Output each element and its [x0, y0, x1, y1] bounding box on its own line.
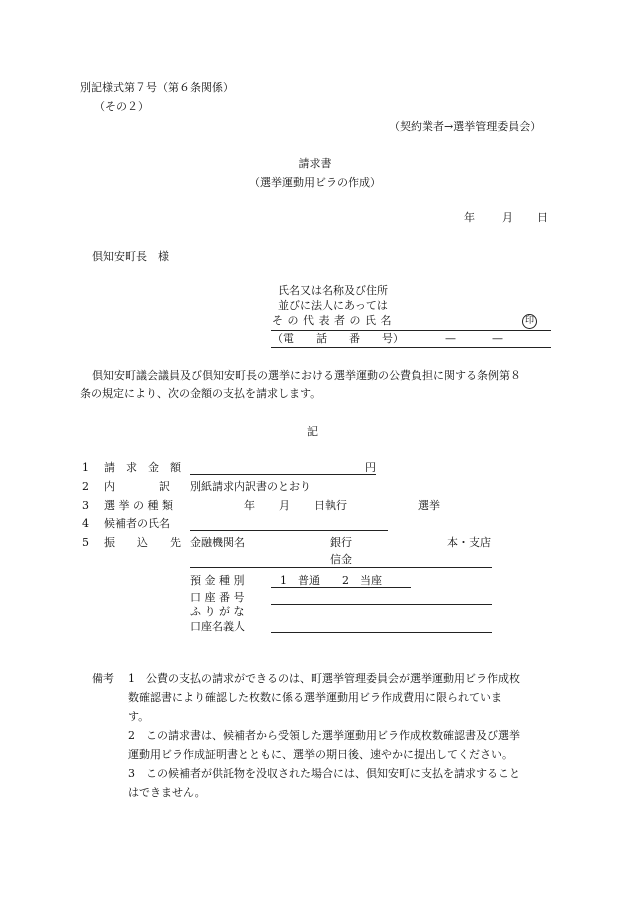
seal-mark: 印 — [522, 314, 537, 329]
item4-number: 4 — [82, 517, 89, 530]
candidate-name-line — [190, 530, 388, 531]
claimant-label-line1: 氏名又は名称及び住所 — [278, 284, 388, 297]
account-number-label: 口 座 番 号 — [190, 591, 245, 604]
branch-label: 本・支店 — [447, 536, 491, 549]
document-subtitle: （選挙運動用ビラの作成） — [249, 176, 381, 189]
form-number: 別記様式第７号（第６条関係） — [80, 81, 234, 94]
institution-label: 金融機関名 — [190, 536, 245, 549]
note2-line1: この請求書は、候補者から受領した選挙運動用ビラ作成枚数確認書及び選挙 — [146, 729, 520, 742]
note3-number: 3 — [128, 767, 135, 780]
amount-unit: 円 — [365, 461, 376, 474]
document-title: 請求書 — [298, 157, 332, 170]
bank-label: 銀行 — [330, 536, 352, 549]
claimant-label-line3: そ の 代 表 者 の 氏 名 — [272, 314, 392, 327]
election-month: 月 — [279, 499, 290, 512]
breakdown-value: 別紙請求内訳書のとおり — [190, 480, 311, 493]
note2-number: 2 — [128, 729, 135, 742]
deposit-type-line — [271, 587, 411, 588]
item2-number: 2 — [82, 480, 89, 493]
phone-dash-1: — — [445, 332, 456, 345]
note1-line1: 公費の支払の請求ができるのは、町選挙管理委員会が選挙運動用ビラ作成枚 — [146, 672, 520, 685]
note1-line3: す。 — [128, 710, 150, 723]
deposit-type-label: 預 金 種 別 — [190, 574, 245, 587]
item1-number: 1 — [82, 461, 89, 474]
claimant-label-line2: 並びに法人にあっては — [278, 299, 388, 312]
claimant-signature-line — [271, 330, 551, 331]
furigana-label: ふ り が な — [190, 605, 245, 618]
phone-label: （電 話 番 号） — [272, 332, 404, 345]
deposit-type-value: 1 普通 2 当座 — [280, 574, 382, 587]
addressee: 倶知安町長 様 — [92, 250, 169, 263]
ki-marker: 記 — [307, 425, 318, 438]
note2-line2: 運動用ビラ作成証明書とともに、選挙の期日後、速やかに提出してください。 — [128, 748, 513, 761]
account-name-label: 口座名義人 — [190, 620, 245, 633]
date-day: 日 — [537, 211, 548, 224]
date-month: 月 — [502, 211, 513, 224]
note3-line1: この候補者が供託物を没収された場合には、倶知安町に支払を請求すること — [146, 767, 520, 780]
item3-label: 選 挙 の 種 類 — [104, 499, 173, 512]
item5-label: 振 込 先 — [104, 536, 181, 549]
institution-line — [190, 567, 492, 568]
election-type: 選挙 — [418, 499, 440, 512]
election-day: 日執行 — [314, 499, 347, 512]
election-year: 年 — [244, 499, 255, 512]
note1-number: 1 — [128, 672, 135, 685]
amount-field-line — [190, 474, 376, 475]
phone-line — [271, 347, 551, 348]
submission-direction: （契約業者→選挙管理委員会） — [389, 120, 542, 133]
item2-label: 内 訳 — [104, 480, 170, 493]
phone-dash-2: — — [492, 332, 503, 345]
date-year: 年 — [464, 211, 475, 224]
body-text-line2: 条の規定により、次の金額の支払を請求します。 — [80, 387, 322, 400]
notes-label: 備考 — [92, 672, 114, 685]
form-sub-number: （その２） — [94, 100, 149, 113]
credit-union-label: 信金 — [330, 553, 352, 566]
note1-line2: 数確認書により確認した枚数に係る選挙運動用ビラ作成費用に限られていま — [128, 691, 502, 704]
item3-number: 3 — [82, 499, 89, 512]
item4-label: 候補者の氏名 — [104, 517, 170, 530]
account-number-line — [271, 604, 492, 605]
note3-line2: はできません。 — [128, 786, 206, 799]
body-text-line1: 倶知安町議会議員及び倶知安町長の選挙における選挙運動の公費負担に関する条例第８ — [92, 369, 521, 382]
item1-label: 請 求 金 額 — [104, 461, 181, 474]
item5-number: 5 — [82, 536, 89, 549]
account-name-line — [271, 632, 492, 633]
